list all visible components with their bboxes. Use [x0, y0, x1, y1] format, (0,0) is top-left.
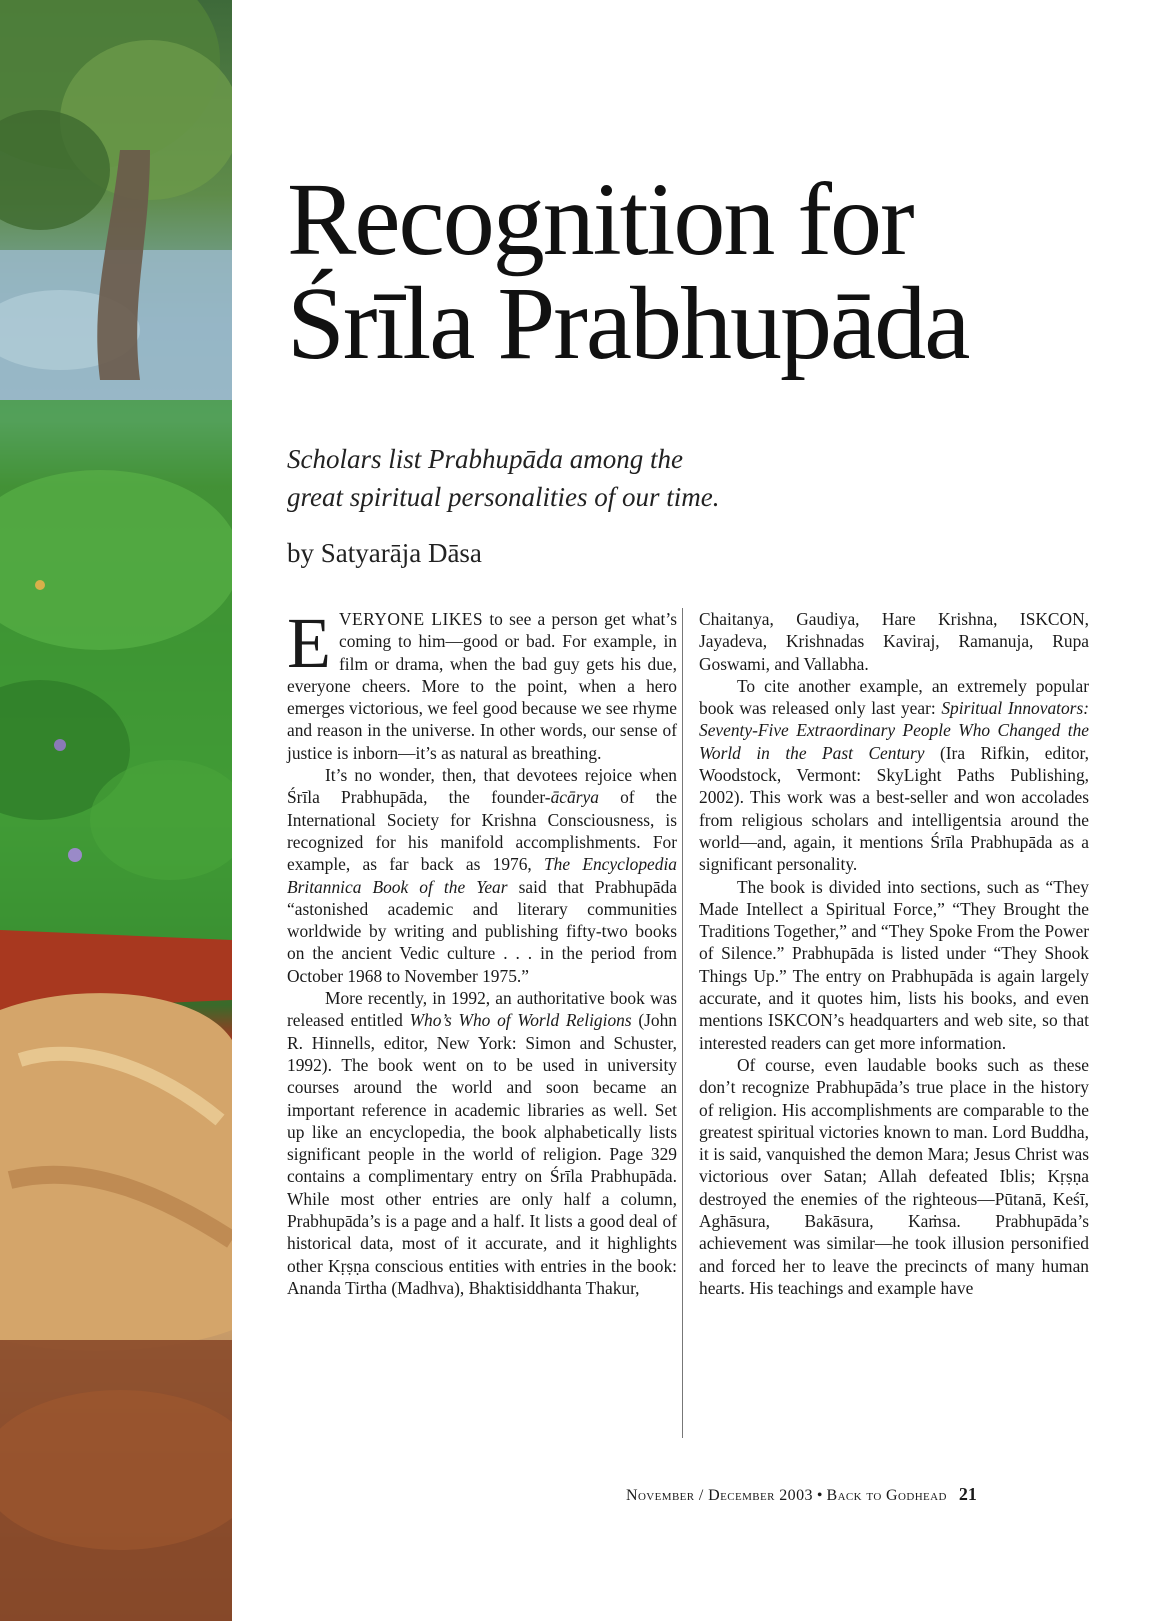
book-title: Who’s Who of World Religions — [409, 1010, 632, 1031]
paragraph-text: said that Prabhupāda “astonished academic and literary communities worldwide by writing and publishing fifty-two books on the ancient Vedic culture . . . in the period from October 1968 to November 1975.” — [287, 876, 677, 986]
headline-line-1: Recognition for — [287, 162, 913, 277]
body-column-left — [287, 603, 677, 1299]
deck-line-2: great spiritual personalities of our time. — [287, 482, 720, 512]
article-deck — [287, 440, 907, 516]
body-column-right — [699, 608, 1089, 1299]
paragraph-text: (John R. Hinnells, editor, New York: Simon and Schuster, 1992). The book went on to be used in university courses around the world and soon became an important reference in academic libraries as well. Set up like an encyclopedia, the book alphabetically lists significant people in the world of religion. Page 329 contains a complimentary entry on Śrīla Prabhupāda. While most other entries are only half a column, Prabhupāda’s is a page and a half. It lists a good deal of historical data, most of it accurate, and it highlights other Kṛṣṇa conscious entities with entries in the book: Ananda Tirtha (Madhva), Bhaktisiddhanta Thakur, — [287, 1010, 677, 1298]
paragraph-text: To cite another example, an extremely popular book was released only last year: — [699, 675, 1089, 719]
lead-in-caps: VERYONE LIKES — [338, 609, 484, 629]
article-byline: by Satyarāja Dāsa — [287, 538, 482, 568]
drop-cap: E — [287, 603, 331, 683]
article-headline — [287, 162, 1127, 381]
paragraph-text: It’s no wonder, then, that devotees rejoice when Śrīla Prabhupāda, the founder- — [287, 765, 677, 808]
paragraph-text: of the International Society for Krishna Consciousness, is recognized for his manifold accomplishments. For example, as far back as 1976, — [287, 787, 677, 875]
column-divider — [682, 608, 683, 1438]
book-title: The Encyclopedia Britannica Book of the Year — [287, 854, 677, 897]
paragraph — [287, 603, 677, 764]
page-number: 21 — [958, 1484, 977, 1504]
paragraph-text: (Ira Rifkin, editor, Woodstock, Vermont: SkyLight Paths Publishing, 2002). This work was a best-seller and won accolades from religious scholars and intelligentsia around the world—and, again, it mentions Śrīla Prabhupāda as a significant personality. — [699, 742, 1089, 875]
issue-date: November / December 2003 — [626, 1487, 813, 1504]
painting-illustration — [0, 0, 232, 1621]
paragraph — [287, 987, 677, 1299]
deck-line-1: Scholars list Prabhupāda among the — [287, 444, 683, 474]
paragraph — [287, 764, 677, 987]
cover-painting-strip — [0, 0, 232, 1621]
paragraph: The book is divided into sections, such as “They Made Intellect a Spiritual Force,” “They Brought the Traditions Together,” and “They Spoke From the Power of Silence.” Prabhupāda is listed under “They Shook Things Up.” The entry on Prabhupāda is again largely accurate, and it quotes him, lists his books, and even mentions ISKCON’s headquarters and web site, so that interested readers can get more information. — [699, 876, 1089, 1053]
page-footer — [626, 1484, 1076, 1505]
paragraph-text: to see a person get what’s coming to him—good or bad. For example, in film or drama, when the bad guy gets his due, everyone cheers. More to the point, when a hero emerges victorious, we feel good because we see rhyme and reason in the universe. In other words, our sense of justice is inborn—it’s as natural as breathing. — [287, 609, 677, 763]
paragraph: Of course, even laudable books such as these don’t recognize Prabhupāda’s true place in the history of religion. His accomplishments are comparable to the greatest spiritual victories known to man. Lord Buddha, it is said, vanquished the demon Mara; Jesus Christ was victorious over Satan; Allah defeated Iblis; Kṛṣṇa destroyed the enemies of the righteous—Pūtanā, Keśī, Aghāsura, Bakāsura, Kaṁsa. Prabhupāda’s achievement was similar—he took illusion personified and forced her to leave the precincts of many human hearts. His teachings and example have — [699, 1054, 1089, 1298]
book-title: Spiritual Innovators: Seventy-Five Extraordinary People Who Changed the World in the Past Century — [699, 698, 1090, 763]
italic-term: ācārya — [550, 787, 599, 808]
paragraph-text: More recently, in 1992, an authoritative book was released entitled — [287, 988, 677, 1031]
headline-line-2: Śrīla Prabhupāda — [287, 266, 969, 381]
paragraph — [699, 675, 1089, 876]
magazine-name: Back to Godhead — [826, 1487, 947, 1504]
paragraph: Chaitanya, Gaudiya, Hare Krishna, ISKCON, Jayadeva, Krishnadas Kaviraj, Ramanuja, Rupa Goswami, and Vallabha. — [699, 609, 1089, 674]
bullet-separator: • — [816, 1487, 823, 1504]
